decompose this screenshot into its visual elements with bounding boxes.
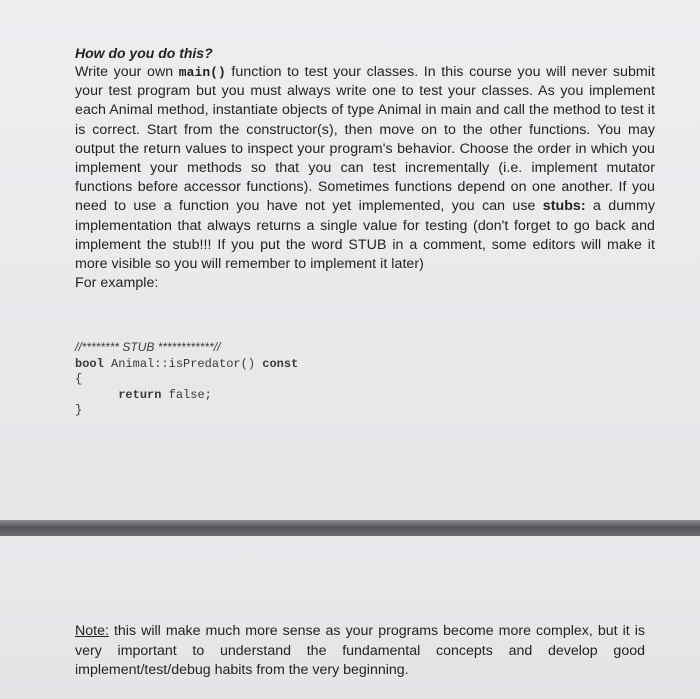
main-function-code: main()	[178, 65, 226, 80]
code-open-brace: {	[75, 372, 83, 386]
code-signature: Animal::isPredator()	[103, 356, 263, 371]
page-divider	[0, 520, 700, 536]
note-text: this will make much more sense as your programs become more complex, but it is very important to understand the fundamental concepts and develop good implement/test/debug habits from the very beginning.	[75, 623, 645, 678]
code-close-brace: }	[75, 403, 83, 417]
code-return-keyword: return	[118, 387, 162, 402]
lead-text: Write your own	[75, 64, 179, 80]
code-return-value: false;	[161, 387, 212, 402]
code-const-keyword: const	[262, 356, 299, 371]
note-label: Note:	[75, 623, 109, 639]
code-bool-keyword: bool	[75, 356, 104, 371]
code-example	[75, 340, 298, 419]
instructions-section	[75, 44, 655, 293]
stubs-term: stubs:	[542, 198, 586, 215]
section-heading: How do you do this?	[75, 45, 213, 61]
code-stub-comment: //******** STUB ************//	[75, 340, 221, 354]
for-example-label: For example:	[75, 275, 159, 292]
body-text-1: function to test your classes. In this course you will never submit your test program but you must always write one to test your classes. As you implement each Animal method, instantiate objects of type Animal in main and call the method to test it is correct. Start from the constructor(s), then move on to the other functions. You may output the return values to inspect your program's behavior. Choose the order in which you implement your methods so that you can test incrementally (i.e. implement mutator functions before accessor functions). Sometimes functions depend on one another. If you need to use a function you have not yet implemented, you can use	[75, 64, 655, 215]
note-section	[75, 622, 645, 681]
body-text-2: a dummy implementation that always returns a single value for testing (don't forget to go back and implement the stub!!! If you put the word STUB in a comment, some editors will make it more visible so you will remember to implement it later)	[75, 198, 656, 273]
instructions-paragraph	[75, 63, 655, 274]
